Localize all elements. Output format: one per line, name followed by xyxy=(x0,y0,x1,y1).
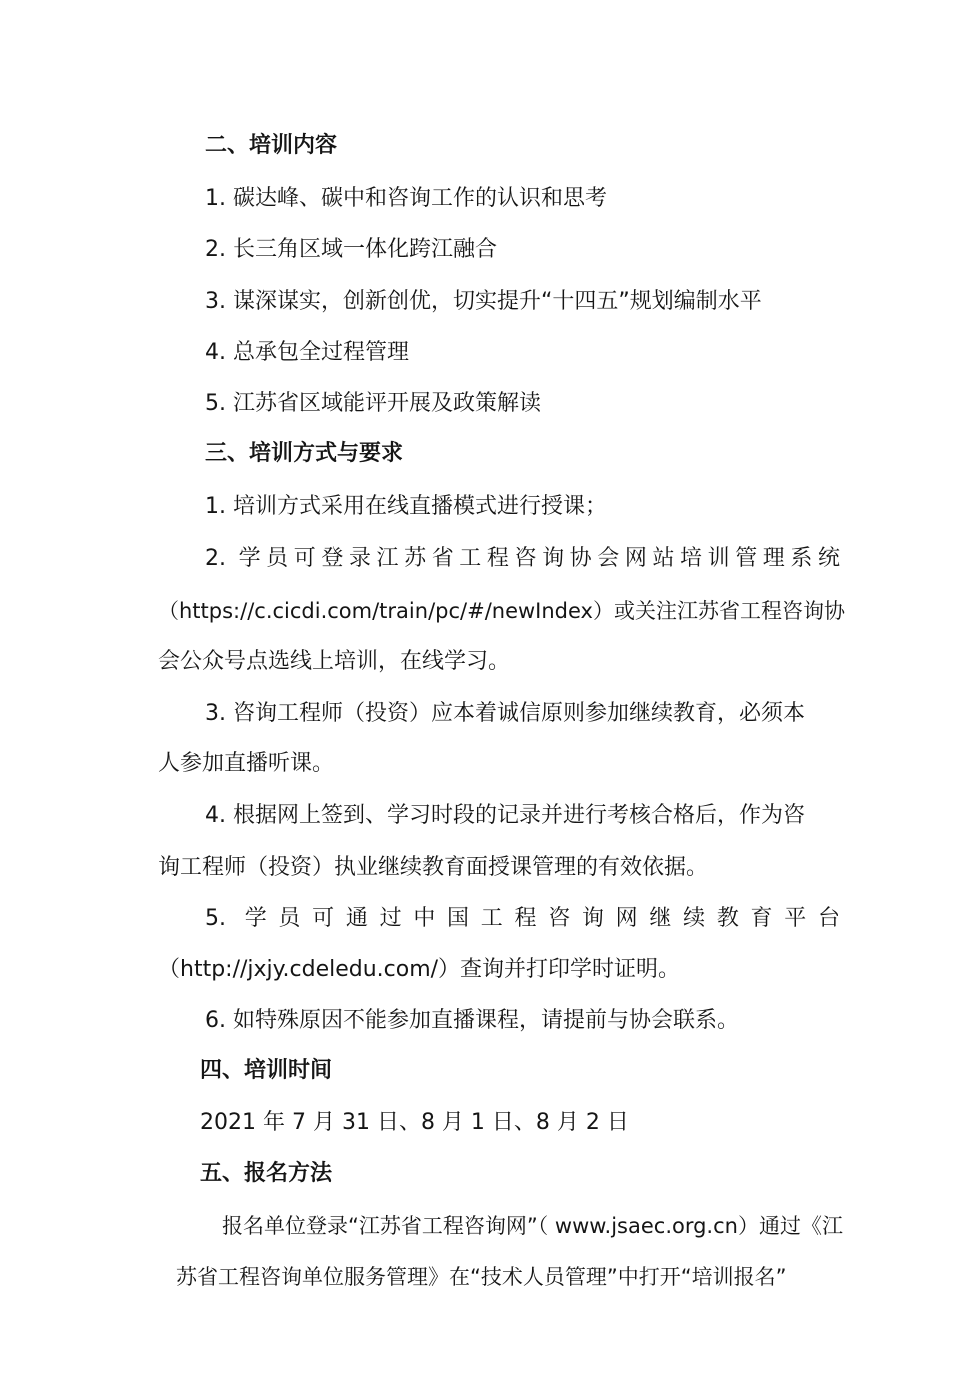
requirement-3-line-1: 3. 咨询工程师（投资）应本着诚信原则参加继续教育，必须本 xyxy=(205,701,805,726)
requirement-5-line-1: 5. 学员可通过中国工程咨询网继续教育平台 xyxy=(205,906,840,931)
content-item-3: 3. 谋深谋实，创新创优，切实提升“十四五”规划编制水平 xyxy=(205,289,762,314)
requirement-1: 1. 培训方式采用在线直播模式进行授课； xyxy=(205,494,607,519)
section-heading-training-time: 四、培训时间 xyxy=(200,1058,333,1083)
section-heading-method-requirements: 三、培训方式与要求 xyxy=(205,441,404,466)
content-item-2: 2. 长三角区域一体化跨江融合 xyxy=(205,237,497,262)
requirement-4-line-2: 询工程师（投资）执业继续教育面授课管理的有效依据。 xyxy=(158,855,709,880)
requirement-4-line-1: 4. 根据网上签到、学习时段的记录并进行考核合格后，作为咨 xyxy=(205,803,805,828)
requirement-3-line-2: 人参加直播听课。 xyxy=(158,751,335,776)
requirement-6: 6. 如特殊原因不能参加直播课程，请提前与协会联系。 xyxy=(205,1008,739,1033)
content-item-5: 5. 江苏省区域能评开展及政策解读 xyxy=(205,391,541,416)
requirement-5-line-2: （http://jxjy.cdeledu.com/）查询并打印学时证明。 xyxy=(158,957,681,982)
training-dates: 2021 年 7 月 31 日、8 月 1 日、8 月 2 日 xyxy=(200,1110,629,1135)
section-heading-training-content: 二、培训内容 xyxy=(205,133,338,158)
requirement-2-line-1: 2. 学员可登录江苏省工程咨询协会网站培训管理系统 xyxy=(205,546,840,571)
requirement-2-line-3: 会公众号点选线上培训，在线学习。 xyxy=(158,649,511,674)
requirement-2-line-2: （https://c.cicdi.com/train/pc/#/newIndex）或关注江苏省工程咨询协 xyxy=(158,599,845,623)
registration-line-1: 报名单位登录“江苏省工程咨询网”（ www.jsaec.org.cn）通过《江 xyxy=(222,1214,843,1238)
registration-line-2: 苏省工程咨询单位服务管理》在“技术人员管理”中打开“培训报名” xyxy=(176,1265,787,1289)
content-item-4: 4. 总承包全过程管理 xyxy=(205,340,409,365)
section-heading-registration: 五、报名方法 xyxy=(200,1161,333,1186)
content-item-1: 1. 碳达峰、碳中和咨询工作的认识和思考 xyxy=(205,186,607,211)
